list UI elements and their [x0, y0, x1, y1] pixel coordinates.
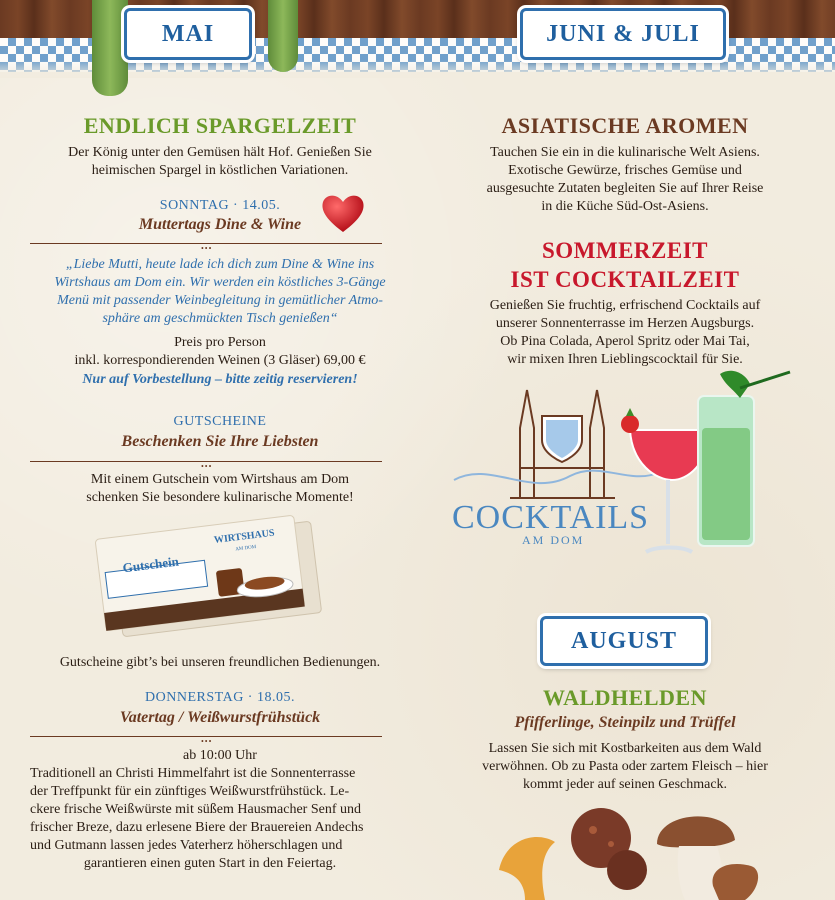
cocktails-logo — [450, 368, 800, 578]
juni-intro-line: Exotische Gewürze, frisches Gemüse und — [508, 163, 742, 178]
august-intro-line: verwöhnen. Ob zu Pasta oder zartem Fleisch – hier — [482, 759, 768, 774]
event3-text-line: garantieren einen guten Start in den Feiertag. — [83, 856, 337, 871]
divider-dots: ••• — [201, 244, 213, 253]
event2-footer: Gutscheine gibt’s bei unseren freundlichen Bedienungen. — [59, 655, 381, 670]
juni-intro-line: ausgesuchte Zutaten begleiten Sie auf Ihrer Reise — [486, 181, 764, 196]
cocktails-logo-text: COCKTAILS — [452, 499, 650, 536]
quote-line: Wirtshaus am Dom ein. Wir werden ein köstliches 3-Gänge — [54, 275, 386, 290]
cocktail-intro — [430, 297, 820, 369]
quote-line: „Liebe Mutti, heute lade ich dich zum Dine & Wine ins — [65, 257, 375, 272]
event2-text-line: schenken Sie besondere kulinarische Momente! — [86, 490, 354, 505]
divider-dots: ••• — [201, 462, 213, 471]
event3-title: Vatertag / Weißwurstfrühstück — [119, 709, 321, 726]
event1-note: Nur auf Vorbestellung – bitte zeitig reservieren! — [82, 372, 358, 387]
mai-heading: ENDLICH SPARGELZEIT — [83, 113, 357, 138]
juni-intro — [430, 144, 820, 216]
event3-text — [30, 765, 390, 873]
event3-text-line: ckere frische Weißwürste mit süßem Hausmacher Senf und — [30, 802, 362, 817]
voucher-label: Gutschein — [121, 553, 180, 576]
event3-date: DONNERSTAG · 18.05. — [145, 690, 295, 705]
price-line: inkl. korrespondierenden Weinen (3 Gläser) 69,00 € — [74, 353, 366, 368]
august-intro-line: Lassen Sie sich mit Kostbarkeiten aus dem Wald — [488, 741, 762, 756]
voucher-illustration — [88, 508, 328, 638]
price-label: Preis pro Person — [174, 335, 266, 350]
divider-dots: ••• — [201, 737, 213, 746]
cocktail-intro-line: wir mixen Ihren Lieblingscocktail für Sie. — [507, 352, 743, 367]
event3-time: ab 10:00 Uhr — [183, 748, 257, 763]
cocktail-heading-line: IST COCKTAILZEIT — [510, 267, 740, 292]
august-intro — [430, 740, 820, 794]
cocktail-intro-line: Genießen Sie fruchtig, erfrischend Cocktails auf — [489, 298, 761, 313]
cocktail-heading-line: SOMMERZEIT — [541, 238, 709, 263]
cocktails-logo-sub: AM DOM — [522, 533, 585, 547]
event2-date: GUTSCHEINE — [173, 414, 267, 429]
august-heading: WALDHELDEN — [543, 685, 707, 710]
cocktail-intro-line: unserer Sonnenterrasse im Herzen Augsburgs. — [495, 316, 755, 331]
event2-text — [20, 471, 420, 507]
event3-text-line: Traditionell an Christi Himmelfahrt ist die Sonnenterrasse — [30, 766, 356, 781]
event1-price — [20, 334, 420, 370]
event2-text-line: Mit einem Gutschein vom Wirtshaus am Dom — [90, 472, 350, 487]
juni-heading: ASIATISCHE AROMEN — [501, 113, 749, 138]
quote-line: Menü mit passender Weinbegleitung in gemütlicher Atmo- — [57, 293, 383, 308]
event3-text-line: frischer Breze, dazu erlesene Biere der Brauereien Andechs — [30, 820, 364, 835]
mushroom-illustration — [495, 800, 765, 900]
mai-intro-line: heimischen Spargel in köstlichen Variationen. — [91, 163, 349, 178]
voucher-brand-sub: AM DOM — [235, 544, 257, 553]
august-subtitle: Pfifferlinge, Steinpilz und Trüffel — [514, 714, 736, 731]
event3-text-line: und Gutmann lassen jedes Vaterherz höherschlagen und — [30, 838, 343, 853]
tab-august: AUGUST — [540, 616, 708, 666]
tab-mai: MAI — [124, 8, 252, 60]
mai-intro — [20, 144, 420, 180]
mai-intro-line: Der König unter den Gemüsen hält Hof. Genießen Sie — [68, 145, 372, 160]
august-intro-line: kommt jeder auf seinen Geschmack. — [522, 777, 728, 792]
asparagus-illustration — [92, 0, 128, 96]
juni-intro-line: in die Küche Süd-Ost-Asiens. — [541, 199, 709, 214]
event1-date: SONNTAG · 14.05. — [159, 198, 281, 213]
event1-title: Muttertags Dine & Wine — [138, 216, 302, 233]
heart-icon — [320, 192, 366, 234]
event3-text-line: der Treffpunkt für ein zünftiges Weißwurstfrühstück. Le- — [30, 784, 350, 799]
voucher-brand: WIRTSHAUS — [213, 527, 276, 546]
juni-intro-line: Tauchen Sie ein in die kulinarische Welt Asiens. — [490, 145, 760, 160]
asparagus-illustration-right — [268, 0, 298, 72]
event1-quote — [20, 256, 420, 328]
event2-title: Beschenken Sie Ihre Liebsten — [121, 433, 319, 450]
quote-line: sphäre am geschmückten Tisch genießen“ — [102, 311, 338, 326]
tab-juni-juli: JUNI & JULI — [520, 8, 726, 60]
cocktail-heading — [430, 236, 820, 294]
cocktail-intro-line: Ob Pina Colada, Aperol Spritz oder Mai Tai, — [500, 334, 750, 349]
